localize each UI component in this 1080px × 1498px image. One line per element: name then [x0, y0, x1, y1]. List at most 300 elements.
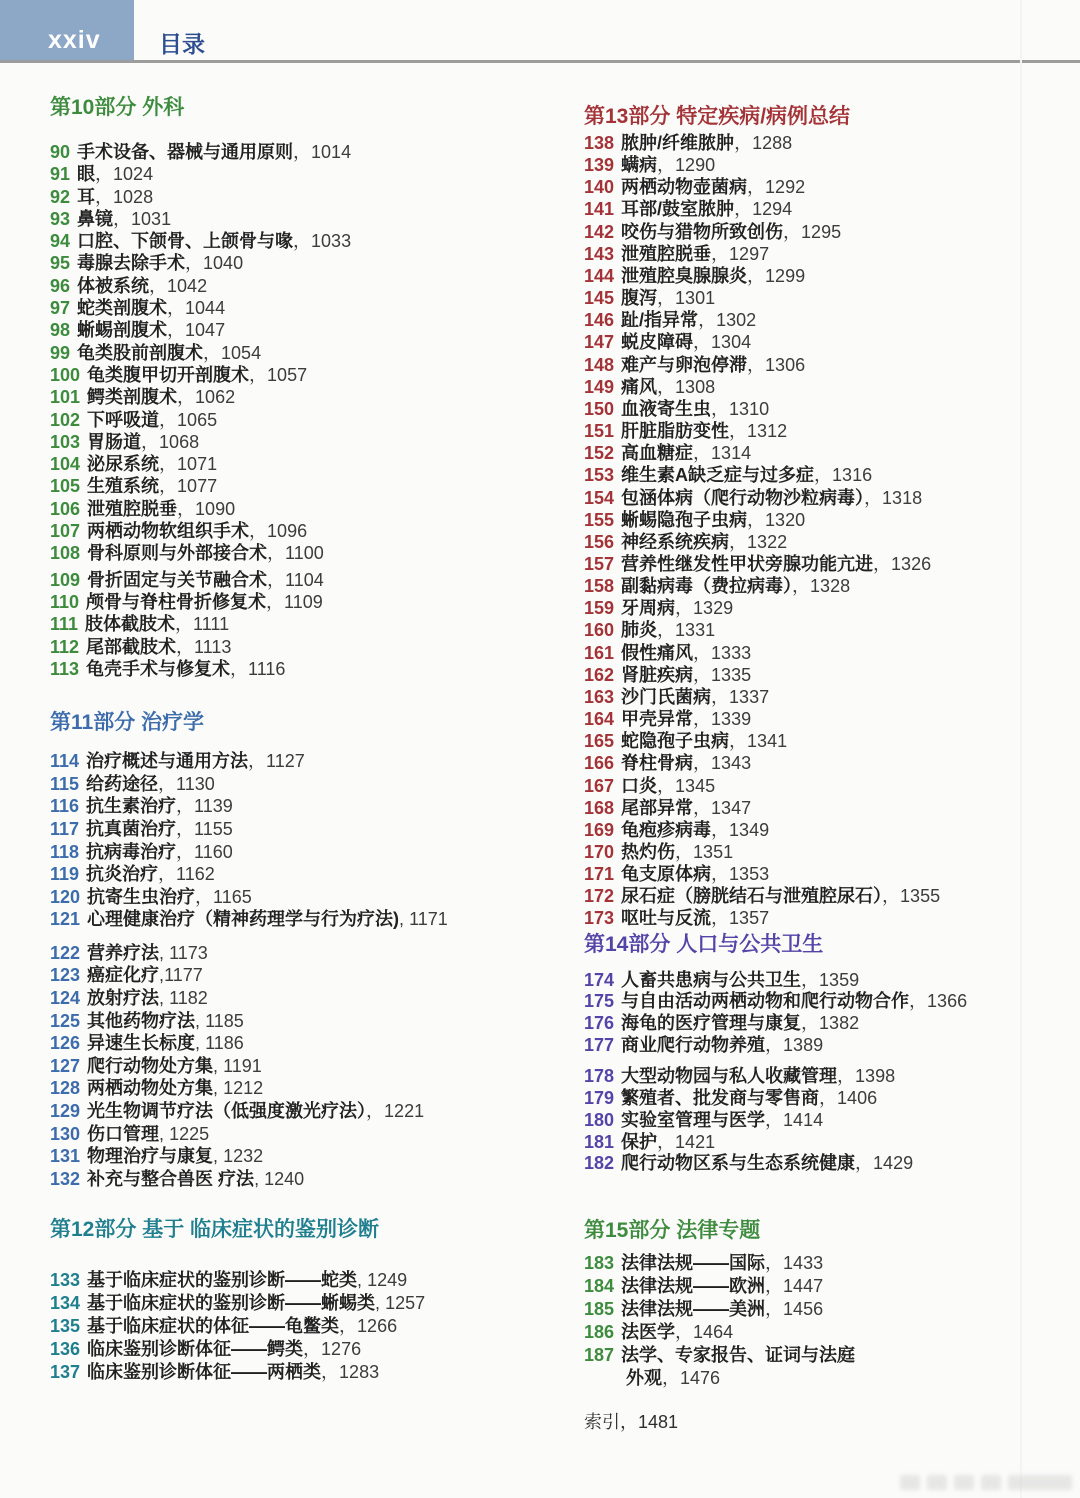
chapter-separator: ，	[855, 1153, 874, 1174]
chapter-title: 假性痛风	[621, 642, 694, 663]
chapter-number: 120	[50, 886, 81, 907]
chapter-page-number: 1113	[194, 636, 232, 657]
chapter-title: 生殖系统	[87, 476, 160, 497]
chapter-number: 136	[50, 1338, 81, 1359]
toc-entry-170	[584, 841, 1070, 863]
toc-entry-161	[584, 642, 1070, 664]
chapter-title: 泄殖腔脱垂	[87, 498, 178, 519]
chapter-page-number: 1290	[675, 155, 716, 176]
chapter-separator: ，	[747, 509, 766, 530]
chapter-title: 脊柱骨病	[621, 753, 694, 774]
toc-entry-137	[50, 1361, 560, 1384]
chapter-page-number: 1322	[747, 531, 788, 552]
chapter-page-number: 1306	[765, 354, 806, 375]
chapter-separator: ，	[734, 133, 753, 153]
chapter-title: 治疗概述与通用方法	[86, 751, 249, 772]
chapter-number: 163	[584, 686, 615, 707]
chapter-number: 95	[50, 253, 71, 274]
chapter-title: 耳	[77, 186, 96, 207]
toc-entry-173	[584, 907, 1070, 929]
chapter-number: 181	[584, 1131, 615, 1152]
toc-entry-116	[50, 795, 560, 818]
chapter-separator: ，	[266, 591, 285, 612]
chapter-page-number: 1109	[284, 591, 323, 612]
chapter-page-number: 1257	[385, 1293, 426, 1314]
toc-entry-109	[50, 569, 560, 591]
toc-entry-125	[50, 1010, 560, 1033]
chapter-page-number: 1464	[693, 1321, 734, 1342]
chapter-page-number: 1068	[159, 431, 200, 452]
section-part12	[50, 1218, 560, 1383]
chapter-number: 100	[50, 364, 81, 385]
chapter-separator: ，	[711, 686, 730, 707]
chapter-separator: ，	[711, 398, 730, 419]
chapter-page-number: 1173	[169, 942, 208, 963]
chapter-page-number: 1351	[693, 842, 734, 862]
toc-entry-120	[50, 886, 560, 909]
chapter-title: 抗真菌治疗	[86, 818, 177, 839]
toc-entry-180	[584, 1110, 1070, 1132]
chapter-title: 两栖动物壶菌病	[621, 177, 748, 198]
chapter-title: 腹泻	[621, 288, 658, 309]
column-right	[584, 94, 1070, 1434]
chapter-separator: ,	[399, 909, 410, 930]
chapter-title: 法律法规——美洲	[621, 1298, 766, 1319]
chapter-title: 海龟的医疗管理与康复	[621, 1013, 802, 1034]
chapter-separator: ，	[765, 1252, 784, 1273]
chapter-page-number: 1182	[169, 988, 208, 1009]
chapter-number: 149	[584, 376, 615, 397]
chapter-separator: ,	[159, 1123, 170, 1144]
chapter-page-number: 1335	[711, 664, 752, 685]
chapter-separator: ，	[230, 658, 249, 679]
chapter-title: 甲壳异常	[621, 709, 694, 730]
chapter-separator: ，	[675, 598, 694, 619]
toc-entry-160	[584, 619, 1070, 641]
chapter-title: 沙门氏菌病	[621, 686, 712, 707]
chapter-title: 临床鉴别诊断体征——两栖类	[87, 1361, 322, 1382]
chapter-title: 营养性继发性甲状旁腺功能亢进	[621, 553, 874, 574]
chapter-number: 159	[584, 598, 615, 619]
toc-entry-90	[50, 141, 560, 163]
chapter-page-number: 1292	[765, 177, 806, 198]
chapter-number: 156	[584, 531, 615, 552]
chapter-title: 龟壳手术与修复术	[86, 658, 231, 679]
chapter-number: 92	[50, 186, 71, 207]
chapter-number: 139	[584, 155, 615, 176]
chapter-title: 尾部异常	[621, 797, 694, 818]
chapter-title: 物理治疗与康复	[87, 1146, 214, 1167]
chapter-separator: ，	[321, 1361, 340, 1382]
chapter-number: 155	[584, 509, 615, 530]
toc-entry-126	[50, 1032, 560, 1055]
toc-entry-107	[50, 520, 560, 542]
chapter-page-number: 1139	[194, 796, 233, 817]
chapter-number: 162	[584, 664, 615, 685]
toc-entry-162	[584, 664, 1070, 686]
chapter-number: 178	[584, 1066, 615, 1087]
chapter-title: 手术设备、器械与通用原则	[77, 142, 294, 162]
chapter-separator: ，	[195, 886, 214, 907]
index-separator: ，	[620, 1411, 638, 1432]
folio-box	[0, 0, 134, 61]
chapter-title: 繁殖者、批发商与零售商	[621, 1088, 820, 1109]
toc-entry-165	[584, 730, 1070, 752]
chapter-title: 其他药物疗法	[87, 1010, 196, 1031]
chapter-separator: ,	[159, 942, 170, 963]
chapter-number: 101	[50, 387, 81, 408]
chapter-separator: ，	[698, 310, 717, 331]
index-title: 索引	[584, 1411, 620, 1432]
chapter-title: 趾/指异常	[621, 310, 699, 331]
chapter-page-number: 1312	[747, 421, 788, 442]
chapter-separator: ，	[693, 753, 712, 774]
toc-entry-113	[50, 658, 560, 680]
chapter-number: 173	[584, 908, 615, 929]
chapter-page-number: 1283	[339, 1361, 380, 1382]
running-title: 目录	[159, 31, 205, 57]
chapter-number: 108	[50, 543, 81, 564]
chapter-title: 蜥蜴隐孢子虫病	[621, 509, 748, 530]
chapter-title: 肢体截肢术	[85, 614, 176, 635]
chapter-title: 伤口管理	[87, 1123, 160, 1144]
chapter-title: 抗病毒治疗	[86, 841, 177, 862]
chapter-separator: ，	[711, 864, 730, 885]
chapter-separator: ，	[765, 1275, 784, 1296]
chapter-separator: ，	[837, 1066, 856, 1087]
chapter-number: 144	[584, 265, 615, 286]
chapter-separator: ，	[711, 819, 730, 840]
chapter-page-number: 1104	[285, 569, 324, 590]
chapter-title: 体被系统	[77, 275, 150, 296]
toc-entry-105	[50, 475, 560, 497]
chapter-page-number: 1071	[177, 454, 218, 475]
chapter-title: 龟类腹甲切开剖腹术	[87, 364, 250, 385]
chapter-title: 大型动物园与私人收藏管理	[621, 1066, 838, 1087]
chapter-separator: ，	[801, 1013, 820, 1034]
toc-entry-176	[584, 1013, 1070, 1035]
chapter-number: 174	[584, 969, 615, 990]
chapter-number: 98	[50, 320, 71, 341]
chapter-separator: ，	[248, 751, 267, 772]
chapter-page-number: 1171	[409, 909, 448, 930]
chapter-number: 160	[584, 620, 615, 641]
chapter-page-number: 1414	[783, 1109, 824, 1130]
chapter-separator: ,	[195, 1010, 206, 1031]
chapter-title: 心理健康治疗（精神药理学与行为疗法)	[87, 909, 400, 930]
chapter-separator: ，	[711, 243, 730, 264]
chapter-page-number: 1191	[223, 1055, 262, 1076]
toc-entry-150	[584, 398, 1070, 420]
chapter-title: 痛风	[621, 376, 658, 397]
chapter-title: 毒腺去除手术	[77, 253, 186, 274]
header-rule	[0, 60, 1080, 63]
chapter-number: 135	[50, 1316, 81, 1336]
chapter-page-number: 1345	[675, 775, 716, 796]
chapter-page-number: 1240	[264, 1168, 305, 1189]
chapter-page-number: 1024	[113, 164, 154, 185]
chapter-number: 157	[584, 553, 615, 574]
chapter-separator: ，	[693, 642, 712, 663]
chapter-number: 177	[584, 1034, 615, 1055]
chapter-separator: ，	[801, 969, 820, 990]
chapter-title: 抗生素治疗	[86, 796, 177, 817]
chapter-title: 蜥蜴剖腹术	[77, 320, 168, 341]
chapter-page-number: 1177	[164, 965, 203, 986]
chapter-title: 蛇隐孢子虫病	[621, 731, 730, 752]
chapter-number: 170	[584, 842, 615, 862]
chapter-number: 91	[50, 164, 71, 185]
toc-entry-94	[50, 230, 560, 252]
chapter-separator: ，	[158, 773, 177, 794]
chapter-separator: ,	[159, 988, 170, 1009]
toc-entry-130	[50, 1123, 560, 1146]
chapter-number: 134	[50, 1293, 81, 1314]
chapter-title: 两栖动物处方集	[87, 1078, 214, 1099]
chapter-page-number: 1456	[783, 1298, 824, 1319]
chapter-title: 蜕皮障碍	[621, 332, 694, 353]
chapter-separator: ，	[249, 364, 268, 385]
chapter-title: 螨病	[621, 155, 658, 176]
chapter-title: 龟类股前剖腹术	[77, 342, 204, 363]
chapter-separator: ，	[693, 709, 712, 730]
toc-entry-168	[584, 797, 1070, 819]
chapter-separator: ，	[167, 320, 186, 341]
chapter-page-number: 1031	[131, 208, 172, 229]
chapter-page-number: 1116	[248, 658, 286, 679]
chapter-title: 实验室管理与医学	[621, 1109, 766, 1130]
chapter-separator: ，	[729, 531, 748, 552]
toc-entry-138	[584, 132, 1070, 154]
toc-entry-104	[50, 453, 560, 475]
chapter-page-number: 1288	[752, 133, 793, 153]
toc-entry-112	[50, 636, 560, 658]
scan-edge-artifact	[1020, 0, 1022, 1498]
toc-entry-167	[584, 775, 1070, 797]
chapter-page-number: 1062	[195, 387, 236, 408]
chapter-title: 高血糖症	[621, 443, 694, 464]
chapter-separator: ，	[792, 576, 811, 597]
chapter-page-number: 1057	[267, 364, 308, 385]
chapter-separator: ，	[657, 376, 676, 397]
toc-entry-143	[584, 243, 1070, 265]
toc-entry-110	[50, 591, 560, 613]
chapter-title: 下呼吸道	[87, 409, 160, 430]
chapter-title: 爬行动物区系与生态系统健康	[621, 1153, 856, 1174]
toc-entry-153	[584, 464, 1070, 486]
chapter-title: 呕吐与反流	[621, 908, 712, 929]
chapter-title: 咬伤与猎物所致创伤	[621, 221, 784, 242]
chapter-page-number: 1301	[675, 288, 716, 309]
chapter-title: 基于临床症状的体征——龟鳖类	[87, 1316, 340, 1336]
chapter-title: 颅骨与脊柱骨折修复术	[86, 591, 267, 612]
chapter-number: 158	[584, 576, 615, 597]
chapter-separator: ，	[95, 186, 114, 207]
toc-entry-174	[584, 970, 1070, 992]
chapter-separator: ，	[303, 1338, 322, 1359]
chapter-number: 109	[50, 569, 81, 590]
chapter-number: 119	[50, 864, 80, 885]
chapter-title: 肺炎	[621, 620, 658, 641]
chapter-page-number: 1047	[185, 320, 226, 341]
chapter-title: 营养疗法	[87, 942, 160, 963]
chapter-page-number: 1186	[205, 1033, 244, 1054]
chapter-separator: ，	[657, 288, 676, 309]
chapter-separator: ，	[873, 553, 892, 574]
chapter-separator: ，	[747, 354, 766, 375]
toc-entry-151	[584, 420, 1070, 442]
chapter-separator: ，	[675, 842, 694, 862]
chapter-page-number: 1111	[193, 614, 230, 635]
chapter-separator: ，	[693, 332, 712, 353]
chapter-number: 97	[50, 298, 71, 319]
chapter-page-number: 1221	[384, 1101, 425, 1122]
chapter-number: 152	[584, 443, 615, 464]
chapter-number: 138	[584, 133, 615, 153]
chapter-separator: ，	[176, 841, 195, 862]
chapter-separator: ，	[909, 991, 928, 1012]
chapter-page-number: 1090	[195, 498, 236, 519]
chapter-page-number: 1165	[213, 886, 252, 907]
toc-entry-114	[50, 750, 560, 773]
chapter-title: 口炎	[621, 775, 658, 796]
chapter-number: 107	[50, 521, 81, 542]
chapter-number: 99	[50, 342, 71, 363]
chapter-page-number: 1406	[837, 1088, 878, 1109]
section-heading-part13: 第13部分 特定疾病/病例总结	[584, 105, 851, 128]
chapter-title: 法律法规——国际	[621, 1252, 766, 1273]
chapter-number: 176	[584, 1013, 615, 1034]
chapter-separator: ，	[765, 1298, 784, 1319]
chapter-page-number: 1389	[783, 1034, 824, 1055]
page-number: xxiv	[48, 26, 101, 54]
chapter-page-number: 1341	[747, 731, 788, 752]
chapter-page-number: 1162	[176, 864, 215, 885]
chapter-title: 神经系统疾病	[621, 531, 730, 552]
chapter-number: 175	[584, 991, 615, 1012]
toc-entry-93	[50, 208, 560, 230]
toc-entry-187	[584, 1344, 1070, 1390]
chapter-separator: ，	[293, 231, 312, 252]
toc-entry-117	[50, 818, 560, 841]
chapter-title: 肝脏脂肪变性	[621, 421, 730, 442]
chapter-title: 热灼伤	[621, 842, 676, 862]
chapter-separator: ，	[729, 731, 748, 752]
chapter-title: 抗寄生虫治疗	[87, 886, 196, 907]
chapter-separator: ,	[254, 1168, 265, 1189]
chapter-title: 口腔、下颌骨、上颌骨与喙	[77, 231, 294, 252]
chapter-page-number: 1314	[711, 443, 752, 464]
chapter-number: 172	[584, 886, 615, 907]
chapter-number: 111	[50, 614, 79, 635]
chapter-title: 两栖动物软组织手术	[87, 521, 250, 542]
chapter-page-number: 1100	[285, 543, 324, 564]
chapter-title: 抗炎治疗	[86, 864, 159, 885]
index-page-number: 1481	[638, 1411, 679, 1432]
chapter-title-wrap: 外观	[626, 1367, 662, 1388]
chapter-page-number: 1357	[729, 908, 770, 929]
toc-entry-155	[584, 509, 1070, 531]
chapter-title: 尿石症（膀胱结石与泄殖腔尿石）	[621, 886, 883, 907]
toc-entry-164	[584, 708, 1070, 730]
chapter-page-number: 1310	[729, 398, 770, 419]
section-heading-part10: 第10部分 外科	[50, 96, 185, 119]
chapter-title: 难产与卵泡停滞	[621, 354, 748, 375]
toc-entry-92	[50, 186, 560, 208]
chapter-number: 187	[584, 1344, 615, 1365]
toc-entry-100	[50, 364, 560, 386]
toc-entry-95	[50, 252, 560, 274]
chapter-separator: ，	[149, 275, 168, 296]
chapter-title: 补充与整合兽医 疗法	[87, 1168, 255, 1189]
chapter-separator: ，	[267, 543, 286, 564]
chapter-separator: ，	[729, 421, 748, 442]
toc-entry-146	[584, 309, 1070, 331]
toc-entry-128	[50, 1077, 560, 1100]
chapter-separator: ，	[765, 1034, 784, 1055]
chapter-title: 泄殖腔脱垂	[621, 243, 712, 264]
toc-entry-185	[584, 1298, 1070, 1321]
chapter-number: 115	[50, 773, 80, 794]
chapter-separator: ，	[159, 476, 178, 497]
chapter-number: 123	[50, 965, 81, 986]
toc-entry-157	[584, 553, 1070, 575]
toc-entry-148	[584, 354, 1070, 376]
chapter-number: 168	[584, 797, 615, 818]
toc-entry-186	[584, 1321, 1070, 1344]
toc-entry-103	[50, 431, 560, 453]
chapter-number: 153	[584, 465, 615, 486]
toc-entry-111	[50, 613, 560, 635]
chapter-title: 牙周病	[621, 598, 676, 619]
section-heading-part12: 第12部分 基于 临床症状的鉴别诊断	[50, 1218, 380, 1242]
toc-entry-91	[50, 163, 560, 185]
toc-entry-139	[584, 154, 1070, 176]
chapter-title: 肾脏疾病	[621, 664, 694, 685]
chapter-page-number: 1433	[783, 1252, 824, 1273]
chapter-title: 包涵体病（爬行动物沙粒病毒）	[621, 487, 865, 508]
chapter-page-number: 1320	[765, 509, 806, 530]
chapter-page-number: 1476	[680, 1367, 721, 1388]
chapter-separator: ，	[675, 1321, 694, 1342]
chapter-separator: ，	[747, 177, 766, 198]
chapter-number: 167	[584, 775, 615, 796]
watermark-blur	[900, 1475, 1072, 1490]
toc-entry-96	[50, 275, 560, 297]
toc-entry-140	[584, 176, 1070, 198]
toc-entry-177	[584, 1035, 1070, 1057]
toc-entry-147	[584, 331, 1070, 353]
chapter-page-number: 1308	[675, 376, 716, 397]
chapter-page-number: 1359	[819, 969, 860, 990]
chapter-number: 186	[584, 1321, 615, 1342]
chapter-number: 141	[584, 199, 615, 220]
chapter-page-number: 1382	[819, 1013, 860, 1034]
chapter-number: 180	[584, 1109, 615, 1130]
chapter-number: 137	[50, 1361, 81, 1382]
section-part15	[584, 1219, 1070, 1390]
chapter-page-number: 1033	[311, 231, 352, 252]
chapter-separator: ，	[657, 775, 676, 796]
chapter-separator: ,	[195, 1033, 206, 1054]
chapter-page-number: 1294	[752, 199, 793, 220]
chapter-separator: ，	[293, 142, 312, 162]
toc-entry-181	[584, 1132, 1070, 1154]
chapter-number: 182	[584, 1153, 615, 1174]
chapter-number: 129	[50, 1101, 81, 1122]
chapter-number: 124	[50, 988, 81, 1009]
chapter-separator: ，	[814, 465, 833, 486]
